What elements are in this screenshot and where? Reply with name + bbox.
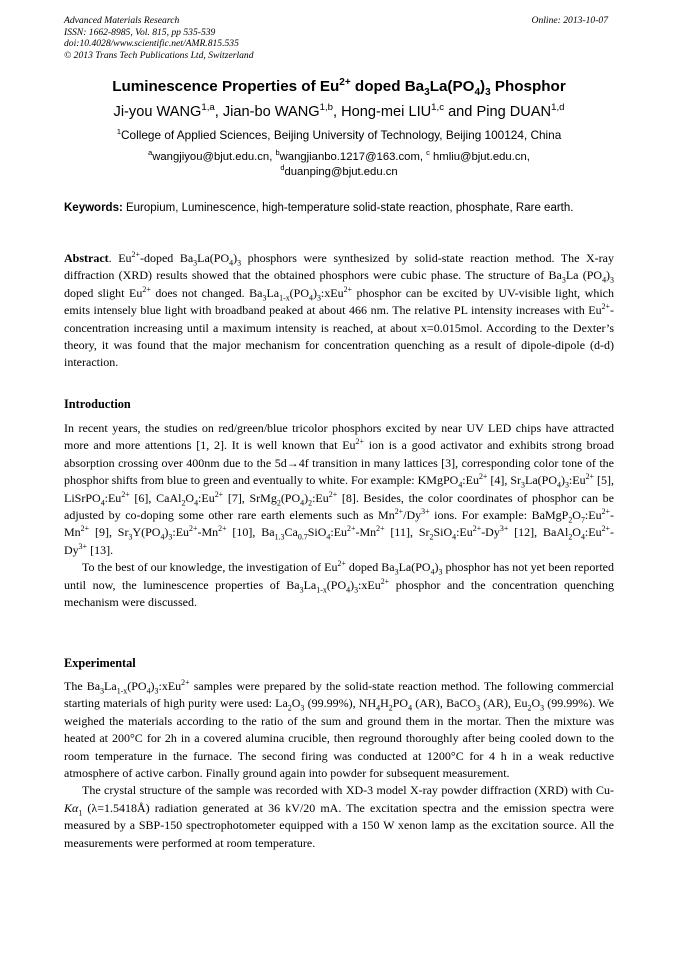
author-emails[interactable]: $^a$wangjiyou@bjut.edu.cn, $^b$wangjianbo.1217@163.com, $^c$ hmliu@bjut.edu.cn, $^d$duanping@bjut.edu.cn bbox=[148, 148, 530, 178]
author-list: Ji-you WANG$^{1,a}$, Jian-bo WANG$^{1,b}$, Hong-mei LIU$^{1,c}$ and Ping DUAN$^{1,d}$ bbox=[113, 102, 565, 120]
issn-line: ISSN: 1662-8985, Vol. 815, pp 535-539 bbox=[64, 26, 216, 38]
journal-name: Advanced Materials Research bbox=[64, 15, 180, 26]
exp-paragraph-1: The $Ba_3La_{1-x}(PO_4)_3:xEu^{2+}$ samples were prepared by the solid-state reaction method. The following commercial starting materials of high purity were used: $La_2O_3$ (99.99%), $NH_4H_2PO_4$ (AR), BaCO$_3$ (AR), $Eu_2O_3$ (99.99%). We weighed the materials according to the ratio of the sum and ground them in the mortar. Then the mixture was heated at 200°C for 2h in a covered alumina crucible, then reground thoroughly after being cooled down to the room temperature in the furnace. The second firing was conducted at 1200°C for 4 h in a weak reductive atmosphere of active carbon. Finally ground again into powder for subsequent measurement. bbox=[64, 678, 614, 781]
intro-paragraph-2: To the best of our knowledge, the investigation of $Eu^{2+}$ doped $Ba_3La(PO_4)_3$ phosphor has not yet been reported until now, the luminescence properties of $Ba_3La_{1-x}(PO_4)_3:xEu^{2+}$ phosphor and the concentration quenching mechanism were discussed. bbox=[64, 559, 614, 610]
keywords: Keywords: Europium, Luminescence, high-temperature solid-state reaction, phosphate, Rare earth. bbox=[64, 202, 574, 214]
experimental-body bbox=[64, 678, 614, 852]
intro-paragraph-1: In recent years, the studies on red/green/blue tricolor phosphors excited by near UV LED chips have attracted more and more attentions [1, 2]. It is well known that $Eu^{2+}$ ion is a good activator and exhibits strong broad absorption crossing over 400nm due to the 5d→4f transition in many lattices [3], corresponding color tone of the phosphor shifts from blue to green and eventually to white. For example: $KMgPO_4:Eu^{2+}$ [4], $Sr_3La(PO_4)_3:Eu^{2+}$ [5], $LiSrPO_4:Eu^{2+}$ [6], $CaAl_2O_4:Eu^{2+}$ [7], $SrMg_2(PO_4)_2:Eu^{2+}$ [8]. Besides, the color coordinates of phosphor can be adjusted by co-doping some other rare earth elements such as $Mn^{2+}/Dy^{3+}$ ions. For example: $BaMgP_2O_7:Eu^{2+}-Mn^{2+}$ [9], $Sr_3Y(PO_4)_3:Eu^{2+}-Mn^{2+}$ [10], $Ba_{1.3}Ca_{0.7}SiO_4:Eu^{2+}-Mn^{2+}$ [11], $Sr_2SiO_4:Eu^{2+}-Dy^{3+}$ [12], $BaAl_2O_4:Eu^{2+}-Dy^{3+}$ [13]. bbox=[64, 421, 615, 557]
keywords-label: Keywords: bbox=[64, 202, 123, 214]
paper-title: Luminescence Properties of $Eu^{2+}$ doped $Ba_3La(PO_4)_3$ Phosphor bbox=[112, 76, 566, 99]
abstract: Abstract. $Eu^{2+}$-doped $Ba_3La(PO_4)_3$ phosphors were synthesized by solid-state reaction method. The X-ray diffraction (XRD) results showed that the obtained phosphors were cubic phase. The structure of $Ba_3La$ $(PO_4)_3$ doped slight $Eu^{2+}$ does not changed. $Ba_3La_{1-x}(PO_4)_3:xEu^{2+}$ phosphor can be excited by UV-visible light, which emits intensely blue light with broadband peaked at about 466 nm. The relative PL intensity increases with $Eu^{2+}$-concentration increasing until a maximum intensity is reached, at about x=0.015mol. According to the Dexter’s theory, it was found that the major mechanism for concentration quenching as a result of dipole-dipole (d-d) interaction. bbox=[64, 250, 615, 370]
abstract-label: Abstract bbox=[64, 251, 109, 265]
section-heading-introduction: Introduction bbox=[64, 397, 131, 411]
running-header bbox=[64, 15, 608, 61]
copyright-line: © 2013 Trans Tech Publications Ltd, Switzerland bbox=[64, 49, 254, 61]
section-heading-experimental: Experimental bbox=[64, 656, 136, 670]
exp-paragraph-2: The crystal structure of the sample was recorded with XD-3 model X-ray powder diffraction (XRD) with Cu- $K\alpha_1$ (λ=1.5418Å) radiation generated at 36 kV/20 mA. The excitation spectra and the emission spectra were measured by a SBP-150 spectrophotometer equipped with a 150 W xenon lamp as the excitation source. All the measurements were performed at room temperature. bbox=[64, 783, 614, 850]
introduction-body bbox=[64, 420, 614, 611]
online-date: Online: 2013-10-07 bbox=[531, 15, 608, 26]
doi-line[interactable]: doi:10.4028/www.scientific.net/AMR.815.535 bbox=[64, 38, 239, 50]
affiliation: $^1$College of Applied Sciences, Beijing University of Technology, Beijing 100124, China bbox=[116, 127, 562, 142]
